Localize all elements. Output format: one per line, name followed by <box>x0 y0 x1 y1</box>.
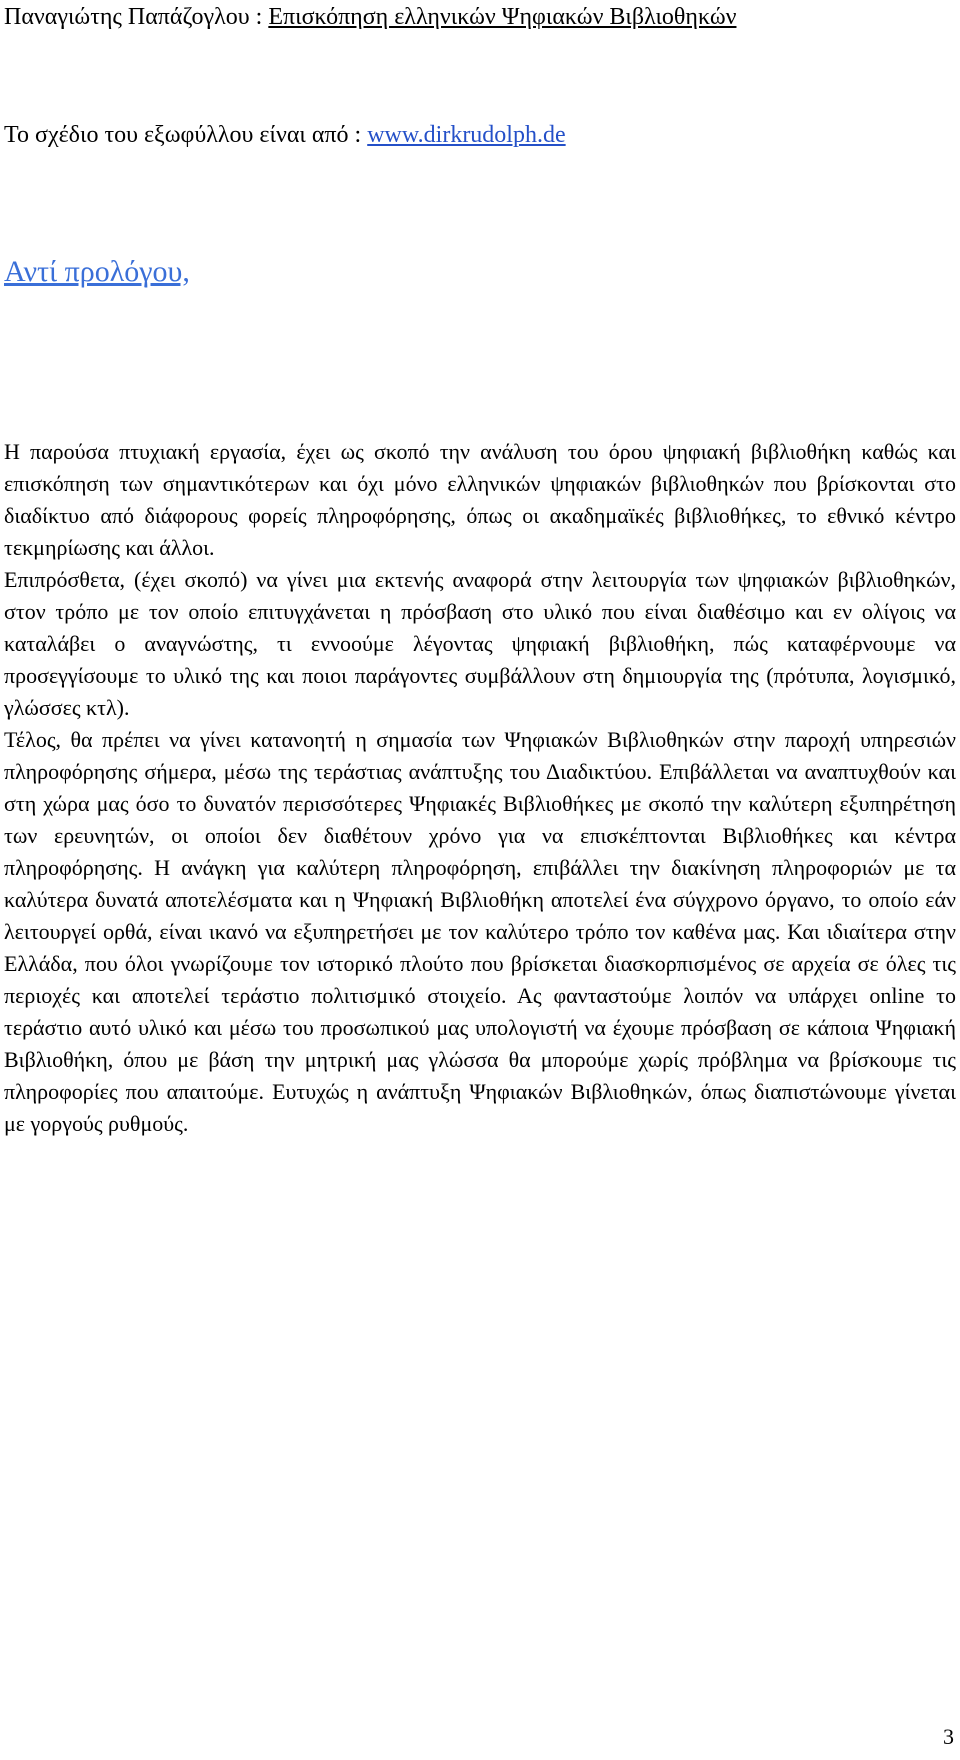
cover-credit-link[interactable]: www.dirkrudolph.de <box>367 122 566 148</box>
header-author: Παναγιώτης Παπάζογλου : <box>4 4 269 30</box>
paragraph-conclusion: Τέλος, θα πρέπει να γίνει κατανοητή η σημασία των Ψηφιακών Βιβλιοθηκών στην παροχή υπηρεσιών πληροφόρησης σήμερα, μέσω της τεράστιας ανάπτυξης του Διαδικτύου. Επιβάλλεται να αναπτυχθούν και στη χώρα μας όσο το δυνατόν περισσότερες Ψηφιακές Βιβλιοθήκες με σκοπό την καλύτερη εξυπηρέτηση των ερευνητών, οι οποίοι δεν διαθέτουν χρόνο για να επισκέπτονται Βιβλιοθήκες και κέντρα πληροφόρησης. Η ανάγκη για καλύτερη πληροφόρηση, επιβάλλει την διακίνηση πληροφοριών με τα καλύτερα δυνατά αποτελέσματα και η Ψηφιακή Βιβλιοθήκη αποτελεί ένα σύγχρονο όργανο, το οποίο εάν λειτουργεί ορθά, είναι ικανό να εξυπηρετήσει με τον καλύτερο τρόπο τον καθένα μας. Και ιδιαίτερα στην Ελλάδα, που όλοι γνωρίζουμε τον ιστορικό πλούτο που βρίσκεται διασκορπισμένος σε αρχεία σε όλες τις περιοχές και αποτελεί τεράστιο πολιτισμικό στοιχείο. Ας φανταστούμε λοιπόν να υπάρχει online το τεράστιο αυτό υλικό και μέσω του προσωπικού μας υπολογιστή να έχουμε πρόσβαση σε κάποια Ψηφιακή Βιβλιοθήκη, όπου με βάση την μητρική μας γλώσσα θα μπορούμε χωρίς πρόβλημα να βρίσκουμε τις πληροφορίες που απαιτούμε. Ευτυχώς η ανάπτυξη Ψηφιακών Βιβλιοθηκών, όπως διαπιστώνουμε γίνεται με γοργούς ρυθμούς. <box>4 727 956 1136</box>
paragraph-purpose: Επιπρόσθετα, (έχει σκοπό) να γίνει μια εκτενής αναφορά στην λειτουργία των ψηφιακών βιβλιοθηκών, στον τρόπο με τον οποίο επιτυγχάνεται η πρόσβαση στο υλικό που είναι διαθέσιμο και εν ολίγοις να καταλάβει ο αναγνώστης, τι εννοούμε λέγοντας ψηφιακή βιβλιοθήκη, πώς καταφέρνουμε να προσεγγίσουμε το υλικό της και ποιοι παράγοντες συμβάλλουν στη δημιουργία της (πρότυπα, λογισμικό, γλώσσες κτλ). <box>4 567 956 720</box>
cover-credit-label: Το σχέδιο του εξωφύλλου είναι από : <box>4 122 368 148</box>
page-number: 3 <box>943 1724 954 1749</box>
preface-heading: Αντί προλόγου, <box>4 255 190 288</box>
body-text <box>4 436 956 1140</box>
cover-credit <box>4 120 954 150</box>
header-title: Επισκόπηση ελληνικών Ψηφιακών Βιβλιοθηκών <box>268 4 737 30</box>
paragraph-intro: Η παρούσα πτυχιακή εργασία, έχει ως σκοπό την ανάλυση του όρου ψηφιακή βιβλιοθήκη καθώς και επισκόπηση των σημαντικότερων και όχι μόνο ελληνικών ψηφιακών βιβλιοθηκών που βρίσκονται στο διαδίκτυο από διάφορους φορείς πληροφόρησης, όπως οι ακαδημαϊκές βιβλιοθήκες, το εθνικό κέντρο τεκμηρίωσης και άλλοι. <box>4 439 956 560</box>
running-header <box>4 2 954 32</box>
